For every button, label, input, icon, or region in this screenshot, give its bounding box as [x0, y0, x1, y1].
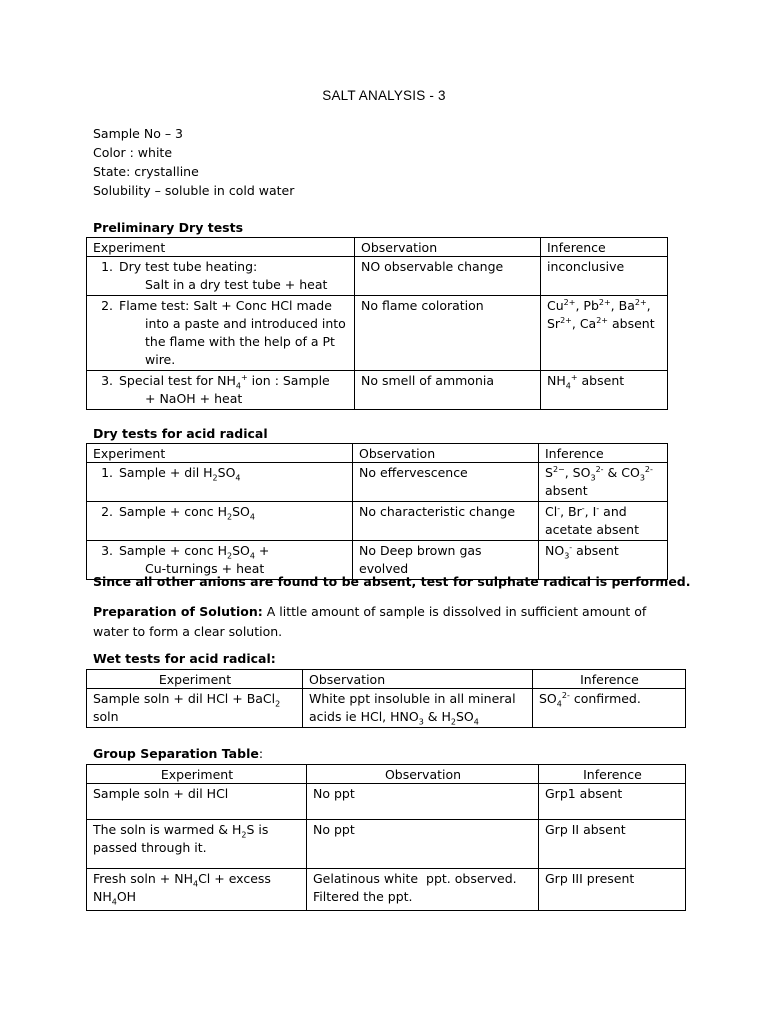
experiment-cell: 3. Special test for $NH_4^+$ ion : Sample + NaOH + heat	[87, 371, 355, 410]
preparation-paragraph	[93, 602, 683, 642]
inference-cell: Cl-, Br-, I- and acetate absent	[539, 502, 668, 541]
inference-cell: $NO_3^-$ absent	[539, 541, 668, 580]
inference-cell: $NH_4^+$ absent	[541, 371, 668, 410]
table-row	[87, 296, 668, 371]
preliminary-heading: Preliminary Dry tests	[93, 220, 244, 235]
header-experiment: Experiment	[87, 444, 353, 463]
header-observation: Observation	[355, 238, 541, 257]
header-experiment: Experiment	[87, 238, 355, 257]
header-observation: Observation	[307, 765, 539, 784]
dry-acid-table	[86, 443, 668, 580]
inference-cell: $Cu^{2+}$, $Pb^{2+}$, $Ba^{2+}$, $Sr^{2+}$, $Ca^{2+}$ absent	[541, 296, 668, 371]
experiment-cell: 2. Sample + conc $H_2SO_4$	[87, 502, 353, 541]
table-row	[87, 502, 668, 541]
sample-color: Color : white	[93, 145, 173, 160]
observation-cell: No Deep brown gas evolved	[353, 541, 539, 580]
dry-acid-heading: Dry tests for acid radical	[93, 426, 268, 441]
wet-tests-table	[86, 669, 686, 728]
observation-cell: No effervescence	[353, 463, 539, 502]
experiment-cell: 1. Dry test tube heating: Salt in a dry test tube + heat	[87, 257, 355, 296]
header-experiment: Experiment	[87, 670, 303, 689]
inference-cell: Grp III present	[539, 869, 686, 911]
experiment-cell: 2. Flame test: Salt + Conc HCl made into a paste and introduced into the flame with the help of a Pt wire.	[87, 296, 355, 371]
sample-number: Sample No – 3	[93, 126, 183, 141]
sample-solubility: Solubility – soluble in cold water	[93, 183, 295, 198]
header-inference: Inference	[533, 670, 686, 689]
group-heading	[93, 746, 263, 761]
experiment-cell: The soln is warmed & $H_2S$ is passed through it.	[87, 820, 307, 869]
experiment-cell: 1. Sample + dil $H_2SO_4$	[87, 463, 353, 502]
header-inference: Inference	[539, 765, 686, 784]
observation-cell: No flame coloration	[355, 296, 541, 371]
experiment-cell: 3. Sample + conc $H_2SO_4$ + Cu-turnings + heat	[87, 541, 353, 580]
observation-cell: No characteristic change	[353, 502, 539, 541]
sample-info	[93, 124, 294, 200]
experiment-cell: Fresh $soln + NH_4Cl$ + excess $NH_4OH$	[87, 869, 307, 911]
observation-cell: No ppt	[307, 784, 539, 820]
inference-cell: Grp1 absent	[539, 784, 686, 820]
inference-cell: Grp II absent	[539, 820, 686, 869]
group-separation-table	[86, 764, 686, 911]
sulphate-note: Since all other anions are found to be absent, test for sulphate radical is performed.	[93, 574, 691, 589]
preparation-label: Preparation of Solution:	[93, 604, 263, 619]
table-header-row	[87, 444, 668, 463]
header-observation: Observation	[303, 670, 533, 689]
table-row	[87, 463, 668, 502]
sample-state: State: crystalline	[93, 164, 199, 179]
page-title: SALT ANALYSIS - 3	[322, 88, 446, 103]
table-row	[87, 869, 686, 911]
observation-cell: Gelatinous white ppt. observed. Filtered the ppt.	[307, 869, 539, 911]
table-row	[87, 820, 686, 869]
observation-cell: NO observable change	[355, 257, 541, 296]
table-row	[87, 689, 686, 728]
header-experiment: Experiment	[87, 765, 307, 784]
experiment-cell: Sample soln + dil HCl	[87, 784, 307, 820]
group-heading-text: Group Separation Table	[93, 746, 259, 761]
inference-cell: inconclusive	[541, 257, 668, 296]
inference-cell: $SO_4^{2-}$ confirmed.	[533, 689, 686, 728]
table-header-row	[87, 670, 686, 689]
group-heading-colon: :	[258, 746, 264, 761]
table-row	[87, 257, 668, 296]
table-row	[87, 784, 686, 820]
table-header-row	[87, 238, 668, 257]
observation-cell: No ppt	[307, 820, 539, 869]
table-row	[87, 371, 668, 410]
header-observation: Observation	[353, 444, 539, 463]
header-inference: Inference	[539, 444, 668, 463]
header-inference: Inference	[541, 238, 668, 257]
experiment-cell: Sample soln + dil HCl + BaCl$_2$ soln	[87, 689, 303, 728]
observation-cell: White ppt insoluble in all mineral acids ie HCl, $HNO_3$ & $H_2SO_4$	[303, 689, 533, 728]
inference-cell: $S^{2-}$, $SO_3^{2-}$ & $CO_3^{2-}$ absent	[539, 463, 668, 502]
preliminary-table	[86, 237, 668, 410]
wet-tests-heading: Wet tests for acid radical:	[93, 651, 276, 666]
observation-cell: No smell of ammonia	[355, 371, 541, 410]
table-header-row	[87, 765, 686, 784]
preparation-text: A little amount of sample is dissolved in sufficient amount of water to form a clear solution.	[93, 604, 647, 639]
